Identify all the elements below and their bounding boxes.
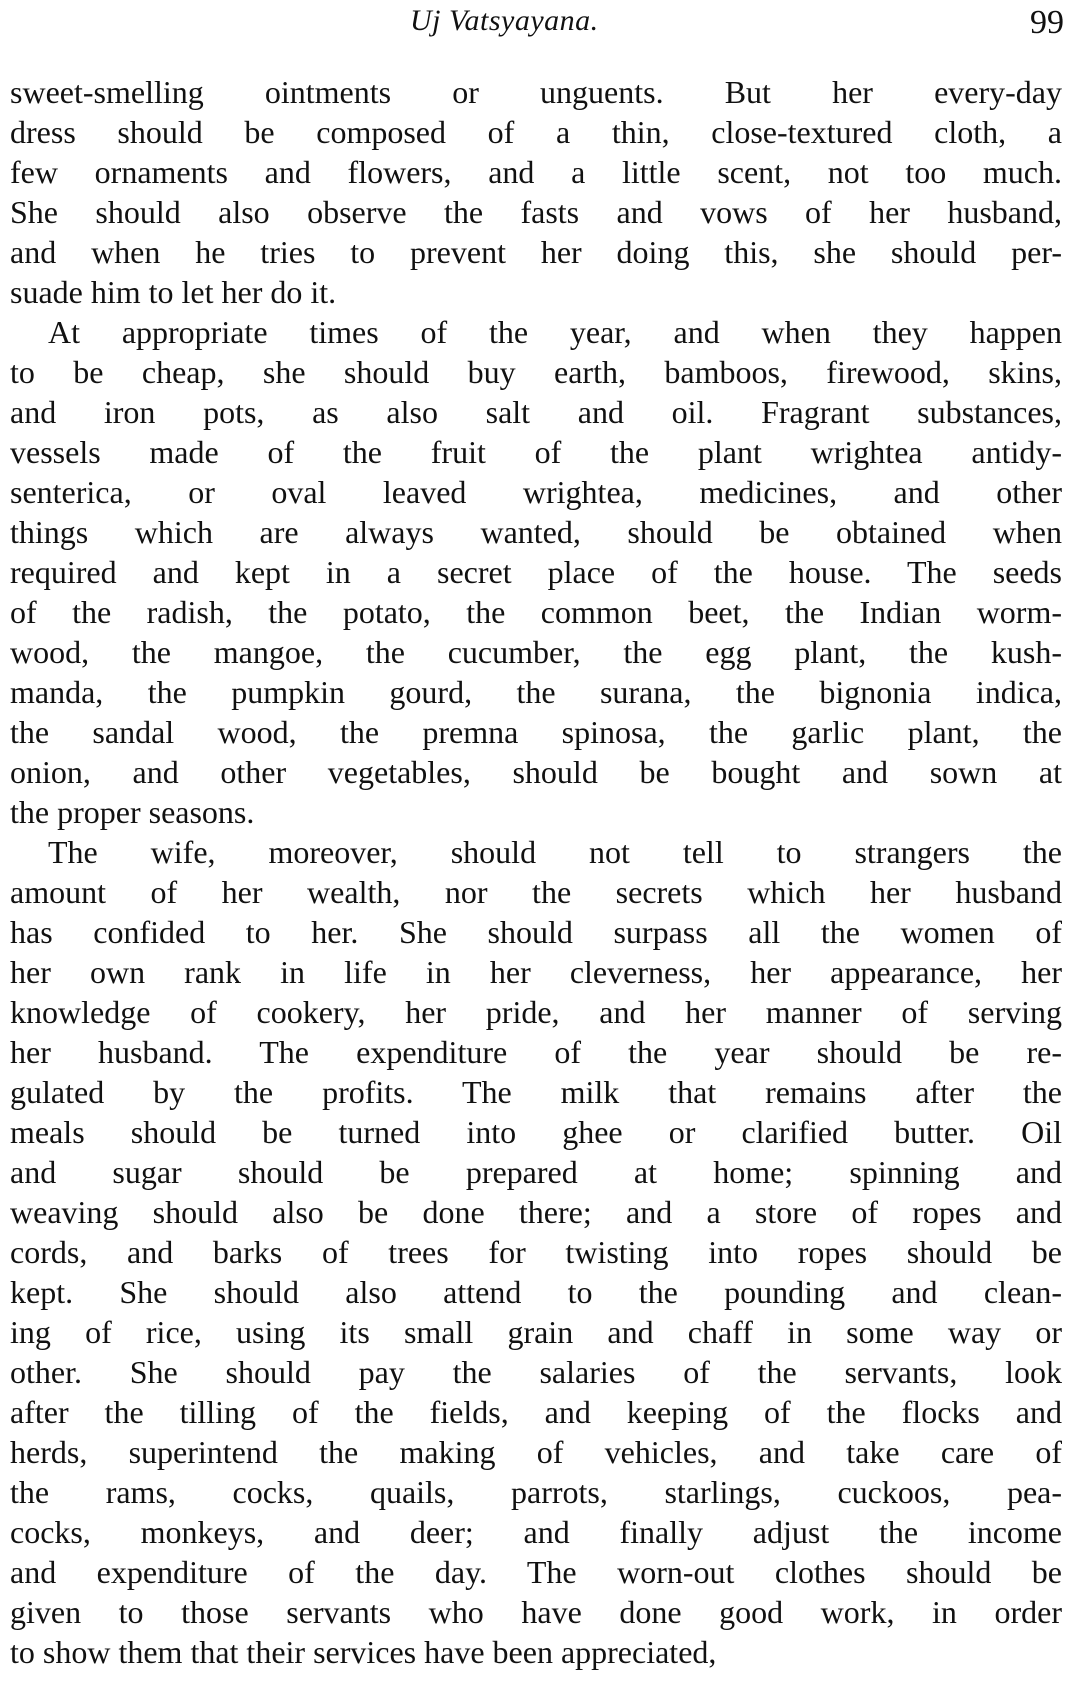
text-line: cords, and barks of trees for twisting into ropes should be (10, 1234, 1062, 1270)
text-line: and sugar should be prepared at home; spinning and (10, 1154, 1062, 1190)
text-line: knowledge of cookery, her pride, and her manner of serving (10, 994, 1062, 1030)
text-line: and iron pots, as also salt and oil. Fragrant substances, (10, 394, 1062, 430)
paragraph (10, 312, 1062, 832)
text-line: amount of her wealth, nor the secrets which her husband (10, 874, 1062, 910)
text-line: gulated by the profits. The milk that remains after the (10, 1074, 1062, 1110)
running-title: Uj Vatsyayana. (410, 4, 599, 37)
text-line: herds, superintend the making of vehicles, and take care of (10, 1434, 1062, 1470)
text-line: manda, the pumpkin gourd, the surana, the bignonia indica, (10, 674, 1062, 710)
text-line: her husband. The expenditure of the year should be re- (10, 1034, 1062, 1070)
text-line: and expenditure of the day. The worn-out clothes should be (10, 1554, 1062, 1590)
paragraph (10, 72, 1062, 312)
text-line: given to those servants who have done good work, in order (10, 1594, 1062, 1630)
text-line: senterica, or oval leaved wrightea, medicines, and other (10, 474, 1062, 510)
text-line: sweet-smelling ointments or unguents. But her every-day (10, 74, 1062, 110)
text-line: onion, and other vegetables, should be bought and sown at (10, 754, 1062, 790)
text-line: to show them that their services have been appreciated, (10, 1634, 717, 1670)
text-line: She should also observe the fasts and vows of her husband, (10, 194, 1062, 230)
text-line: suade him to let her do it. (10, 274, 337, 310)
text-line: At appropriate times of the year, and when they happen (48, 314, 1062, 350)
text-line: meals should be turned into ghee or clarified butter. Oil (10, 1114, 1062, 1150)
text-line: vessels made of the fruit of the plant wrightea antidy- (10, 434, 1062, 470)
text-line: The wife, moreover, should not tell to strangers the (48, 834, 1062, 870)
text-line: few ornaments and flowers, and a little scent, not too much. (10, 154, 1062, 190)
text-line: her own rank in life in her cleverness, her appearance, her (10, 954, 1062, 990)
text-line: the proper seasons. (10, 794, 255, 830)
text-line: of the radish, the potato, the common beet, the Indian worm- (10, 594, 1062, 630)
text-line: to be cheap, she should buy earth, bamboos, firewood, skins, (10, 354, 1062, 390)
text-line: has confided to her. She should surpass all the women of (10, 914, 1062, 950)
paragraph (10, 832, 1062, 1672)
text-line: the rams, cocks, quails, parrots, starlings, cuckoos, pea- (10, 1474, 1062, 1510)
body-text (10, 72, 1062, 1672)
text-line: after the tilling of the fields, and keeping of the flocks and (10, 1394, 1062, 1430)
page-number: 99 (1030, 4, 1064, 41)
running-head (0, 4, 1072, 44)
text-line: and when he tries to prevent her doing this, she should per- (10, 234, 1062, 270)
text-line: weaving should also be done there; and a store of ropes and (10, 1194, 1062, 1230)
text-line: ing of rice, using its small grain and chaff in some way or (10, 1314, 1062, 1350)
text-line: things which are always wanted, should be obtained when (10, 514, 1062, 550)
text-line: the sandal wood, the premna spinosa, the garlic plant, the (10, 714, 1062, 750)
text-line: dress should be composed of a thin, close-textured cloth, a (10, 114, 1062, 150)
text-line: kept. She should also attend to the pounding and clean- (10, 1274, 1062, 1310)
text-line: other. She should pay the salaries of the servants, look (10, 1354, 1062, 1390)
text-line: wood, the mangoe, the cucumber, the egg plant, the kush- (10, 634, 1062, 670)
text-line: cocks, monkeys, and deer; and finally adjust the income (10, 1514, 1062, 1550)
text-line: required and kept in a secret place of the house. The seeds (10, 554, 1062, 590)
